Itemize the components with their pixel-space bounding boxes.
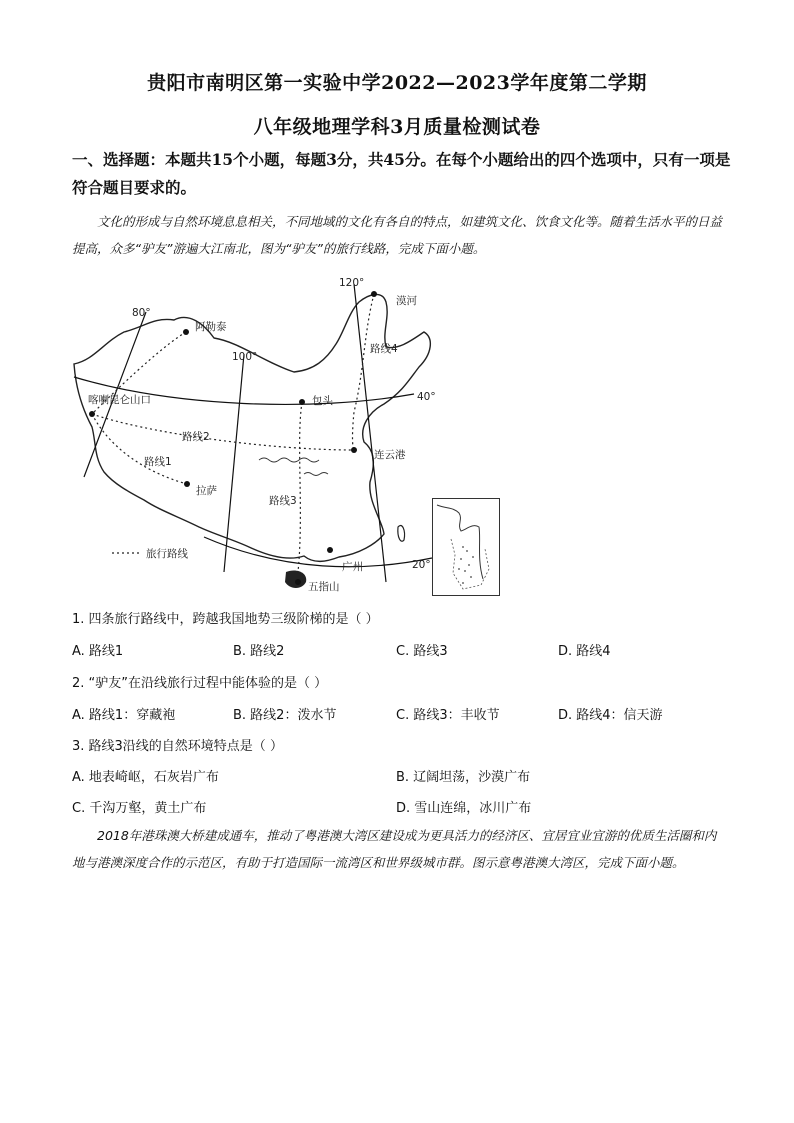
q2-option-c[interactable]: C. 路线3：丰收节 xyxy=(396,708,500,723)
baotou-dot xyxy=(299,399,305,405)
intro-paragraph-1: 文化的形成与自然环境息息相关，不同地域的文化有各自的特点，如建筑文化、饮食文化等。随着生活水平的日益提高，众多“驴友”游遍大江南北，图为“驴友”的旅行线路，完成下面小题。 xyxy=(72,214,723,256)
q1-option-b[interactable]: B. 路线2 xyxy=(233,644,285,659)
label-lon100: 100° xyxy=(232,351,258,363)
label-route1: 路线1 xyxy=(144,456,172,468)
hainan-island xyxy=(285,570,306,588)
south-china-sea-inset xyxy=(432,498,500,596)
label-guangzhou: 广州 xyxy=(342,561,363,573)
route-1-line xyxy=(92,414,187,484)
route-3-line xyxy=(298,402,302,572)
inset-coast xyxy=(437,505,483,579)
label-route3: 路线3 xyxy=(269,495,297,507)
lasa-dot xyxy=(184,481,190,487)
inset-islands xyxy=(458,546,474,584)
label-lat40: 40° xyxy=(417,391,436,403)
section-heading: 一、选择题：本题共15个小题，每题3分，共45分。在每个小题给出的四个选项中，只有一项是符合题目要求的。 xyxy=(72,150,731,197)
kala-dot xyxy=(89,411,95,417)
label-lon120: 120° xyxy=(339,277,365,289)
label-lon80: 80° xyxy=(132,307,151,319)
taiwan-island xyxy=(398,525,405,541)
label-lianyungang: 连云港 xyxy=(374,449,406,461)
parallel-20 xyxy=(204,537,432,567)
aletai-dot xyxy=(183,329,189,335)
label-aletai: 阿勒泰 xyxy=(195,321,227,333)
meridian-100 xyxy=(224,354,244,572)
label-route2: 路线2 xyxy=(182,431,210,443)
intro-paragraph-2: 2018年港珠澳大桥建成通车，推动了粤港澳大湾区建设成为更具活力的经济区、宜居宜业宜游的优质生活圈和内地与港澳深度合作的示范区，有助于打造国际一流湾区和世界级城市群。图示意粤港澳大湾区，完成下面小题。 xyxy=(72,828,717,870)
label-route4: 路线4 xyxy=(370,343,398,355)
q3-option-a[interactable]: A. 地表崎岖，石灰岩广布 xyxy=(72,770,219,785)
q2-option-a[interactable]: A. 路线1：穿藏袍 xyxy=(72,708,176,723)
inset-boundary xyxy=(451,539,489,589)
legend-label: 旅行路线 xyxy=(146,548,188,560)
q3-option-b[interactable]: B. 辽阔坦荡，沙漠广布 xyxy=(396,770,531,785)
label-kala: 喀喇昆仑山口 xyxy=(88,394,151,406)
china-outline xyxy=(74,294,430,561)
q2-option-d[interactable]: D. 路线4：信天游 xyxy=(558,708,663,723)
question-3-stem: 3. 路线3沿线的自然环境特点是（ ） xyxy=(72,739,283,754)
yellow-river xyxy=(259,458,319,462)
q3-option-d[interactable]: D. 雪山连绵，冰川广布 xyxy=(396,801,532,816)
q1-option-c[interactable]: C. 路线3 xyxy=(396,644,448,659)
label-baotou: 包头 xyxy=(312,395,333,407)
q1-option-d[interactable]: D. 路线4 xyxy=(558,644,611,659)
q1-option-a[interactable]: A. 路线1 xyxy=(72,644,124,659)
wuzhishan-dot xyxy=(295,579,301,585)
guangzhou-dot xyxy=(327,547,333,553)
q3-option-c[interactable]: C. 千沟万壑，黄土广布 xyxy=(72,801,207,816)
meridian-120 xyxy=(354,284,386,582)
exam-title-line2: 八年级地理学科3月质量检测试卷 xyxy=(253,116,541,138)
label-lat20: 20° xyxy=(412,559,431,571)
route-2-line xyxy=(92,414,354,450)
question-2-stem: 2. “驴友”在沿线旅行过程中能体验的是（ ） xyxy=(72,676,328,691)
label-mohe: 漠河 xyxy=(396,295,417,307)
question-1-stem: 1. 四条旅行路线中，跨越我国地势三级阶梯的是（ ） xyxy=(72,612,379,627)
q2-option-b[interactable]: B. 路线2：泼水节 xyxy=(233,708,337,723)
mohe-dot xyxy=(371,291,377,297)
label-wuzhishan: 五指山 xyxy=(308,581,340,593)
lianyungang-dot xyxy=(351,447,357,453)
yangtze-river xyxy=(304,473,328,476)
china-route-map xyxy=(64,272,444,598)
label-lasa: 拉萨 xyxy=(196,485,217,497)
exam-title-line1: 贵阳市南明区第一实验中学2022—2023学年度第二学期 xyxy=(147,72,647,94)
